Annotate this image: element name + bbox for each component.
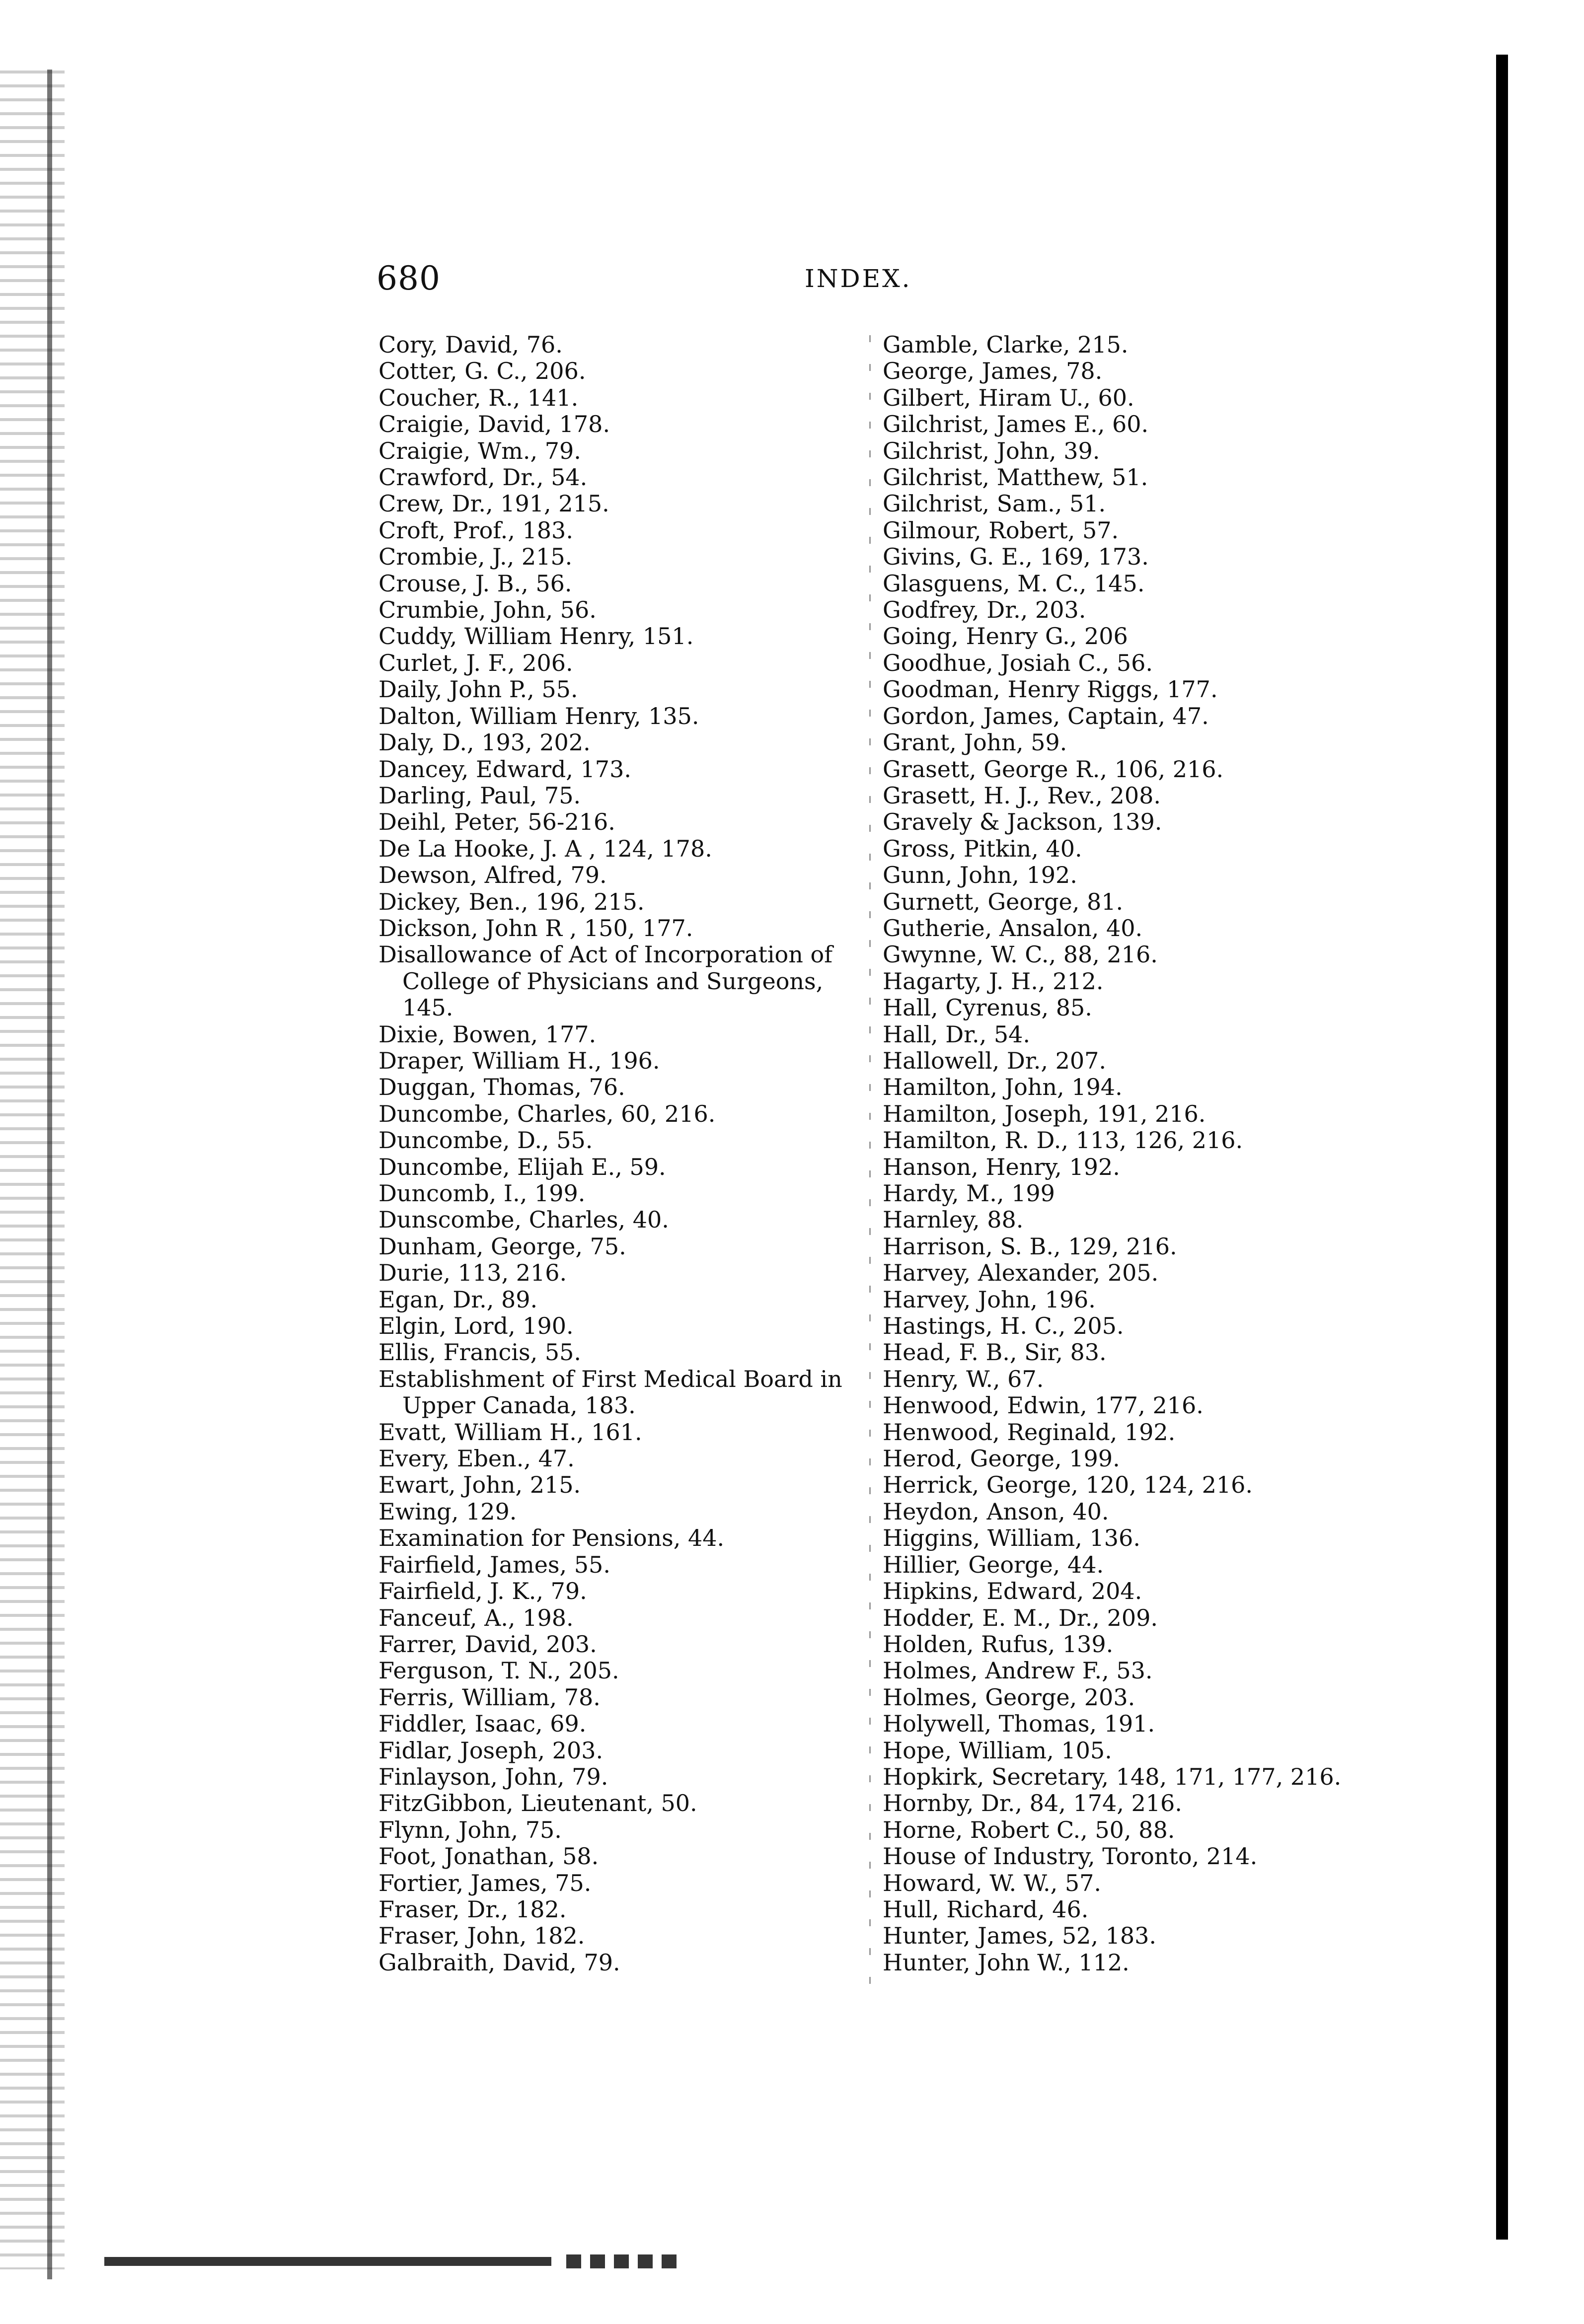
- index-entry: Croft, Prof., 183.: [378, 516, 573, 544]
- index-entry: Hastings, H. C., 205.: [883, 1312, 1124, 1340]
- index-entry: Goodhue, Josiah C., 56.: [883, 649, 1153, 676]
- index-entry: Gilchrist, James E., 60.: [883, 411, 1149, 438]
- index-entry: Fraser, Dr., 182.: [378, 1895, 567, 1923]
- index-entry: Fraser, John, 182.: [378, 1922, 585, 1950]
- index-entry: Ewing, 129.: [378, 1498, 517, 1525]
- scan-edge-bottom-marks: [566, 2254, 680, 2268]
- index-entry: Hillier, George, 44.: [883, 1551, 1104, 1578]
- index-entry: Hunter, James, 52, 183.: [883, 1922, 1157, 1950]
- index-entry: Gutherie, Ansalon, 40.: [883, 914, 1143, 942]
- index-entry: Evatt, William H., 161.: [378, 1418, 642, 1446]
- index-entry: Duncomb, I., 199.: [378, 1180, 586, 1207]
- index-column-right: [883, 332, 1429, 1976]
- index-entry: Horne, Robert C., 50, 88.: [883, 1816, 1175, 1843]
- index-entry: Hopkirk, Secretary, 148, 171, 177, 216.: [883, 1763, 1342, 1790]
- index-entry: Hamilton, John, 194.: [883, 1074, 1123, 1101]
- index-entry: Hope, William, 105.: [883, 1737, 1112, 1764]
- index-entry: Ferguson, T. N., 205.: [378, 1657, 619, 1684]
- index-entry: Goodman, Henry Riggs, 177.: [883, 676, 1218, 703]
- index-entry: Duncombe, Charles, 60, 216.: [378, 1100, 716, 1127]
- index-entry: Craigie, David, 178.: [378, 411, 610, 438]
- index-entry: Crouse, J. B., 56.: [378, 570, 572, 597]
- index-entry: Fiddler, Isaac, 69.: [378, 1710, 587, 1738]
- index-entry: Foot, Jonathan, 58.: [378, 1843, 599, 1870]
- index-entry: George, James, 78.: [883, 358, 1103, 385]
- index-entry: Holywell, Thomas, 191.: [883, 1710, 1155, 1738]
- index-entry: Gilbert, Hiram U., 60.: [883, 384, 1134, 411]
- index-entry: Cuddy, William Henry, 151.: [378, 623, 694, 650]
- index-entry: Heydon, Anson, 40.: [883, 1498, 1109, 1525]
- index-entry: Deihl, Peter, 56-216.: [378, 808, 615, 836]
- index-entry: Curlet, J. F., 206.: [378, 649, 573, 676]
- index-entry: Godfrey, Dr., 203.: [883, 596, 1086, 624]
- index-entry: Gordon, James, Captain, 47.: [883, 702, 1209, 729]
- index-entry: Glasguens, M. C., 145.: [883, 570, 1145, 597]
- index-entry: Dalton, William Henry, 135.: [378, 702, 699, 729]
- index-entry: Crombie, J., 215.: [378, 543, 573, 571]
- index-entry: Fairfield, James, 55.: [378, 1551, 610, 1578]
- index-entry: Ferris, William, 78.: [378, 1683, 601, 1711]
- index-entry: Dickey, Ben., 196, 215.: [378, 888, 645, 915]
- index-entry: Cory, David, 76.: [378, 331, 563, 358]
- index-entry: Holmes, Andrew F., 53.: [883, 1657, 1153, 1684]
- index-entry: Head, F. B., Sir, 83.: [883, 1339, 1107, 1366]
- index-entry: Howard, W. W., 57.: [883, 1869, 1102, 1896]
- index-entry: Elgin, Lord, 190.: [378, 1312, 574, 1340]
- index-entry: Fortier, James, 75.: [378, 1869, 592, 1896]
- index-entry: Hodder, E. M., Dr., 209.: [883, 1604, 1158, 1631]
- index-entry: Holden, Rufus, 139.: [883, 1630, 1114, 1658]
- index-entry: Ewart, John, 215.: [378, 1471, 581, 1499]
- index-entry: Durie, 113, 216.: [378, 1259, 567, 1287]
- index-entry: Duggan, Thomas, 76.: [378, 1074, 625, 1101]
- index-entry: FitzGibbon, Lieutenant, 50.: [378, 1790, 697, 1817]
- index-entry: Crew, Dr., 191, 215.: [378, 490, 609, 517]
- index-entry: Daly, D., 193, 202.: [378, 729, 591, 756]
- index-entry: Grant, John, 59.: [883, 729, 1067, 756]
- index-entry: Hardy, M., 199: [883, 1180, 1055, 1207]
- index-entry: Herod, George, 199.: [883, 1445, 1120, 1472]
- scan-edge-left: [0, 60, 65, 2269]
- index-entry: Hunter, John W., 112.: [883, 1949, 1130, 1976]
- index-entry: Higgins, William, 136.: [883, 1525, 1140, 1552]
- index-entry: Gravely & Jackson, 139.: [883, 808, 1162, 836]
- index-entry: Holmes, George, 203.: [883, 1683, 1135, 1711]
- scan-edge-left-line: [47, 70, 52, 2279]
- index-entry: Henwood, Edwin, 177, 216.: [883, 1392, 1204, 1419]
- column-divider: [869, 335, 871, 1989]
- index-entry: Hull, Richard, 46.: [883, 1895, 1089, 1923]
- index-entry: Fairfield, J. K., 79.: [378, 1578, 587, 1605]
- index-entry: Draper, William H., 196.: [378, 1047, 660, 1074]
- index-entry: Gwynne, W. C., 88, 216.: [883, 941, 1158, 968]
- index-entry: Herrick, George, 120, 124, 216.: [883, 1471, 1253, 1499]
- index-entry: Dickson, John R , 150, 177.: [378, 914, 693, 942]
- index-entry: Egan, Dr., 89.: [378, 1286, 538, 1313]
- index-entry: Gunn, John, 192.: [883, 862, 1077, 889]
- index-entry: Gilmour, Robert, 57.: [883, 516, 1119, 544]
- index-entry: House of Industry, Toronto, 214.: [883, 1843, 1258, 1870]
- index-entry: Henry, W., 67.: [883, 1365, 1044, 1392]
- index-entry: Crawford, Dr., 54.: [378, 464, 588, 491]
- index-entry: Harnley, 88.: [883, 1206, 1024, 1234]
- index-entry: Establishment of First Medical Board in Upper Canada, 183.: [378, 1365, 842, 1419]
- index-entry: Dixie, Bowen, 177.: [378, 1020, 597, 1048]
- index-entry: Fanceuf, A., 198.: [378, 1604, 574, 1631]
- index-entry: Dunscombe, Charles, 40.: [378, 1206, 669, 1234]
- index-entry: Farrer, David, 203.: [378, 1630, 597, 1658]
- index-entry: Hall, Dr., 54.: [883, 1020, 1031, 1048]
- index-entry: Hallowell, Dr., 207.: [883, 1047, 1107, 1074]
- index-entry: Flynn, John, 75.: [378, 1816, 562, 1843]
- index-entry: Hagarty, J. H., 212.: [883, 967, 1104, 995]
- index-entry: Givins, G. E., 169, 173.: [883, 543, 1149, 571]
- index-entry: De La Hooke, J. A , 124, 178.: [378, 835, 712, 862]
- index-entry: Darling, Paul, 75.: [378, 782, 581, 809]
- index-entry: Dancey, Edward, 173.: [378, 755, 631, 783]
- scan-edge-right: [1496, 55, 1508, 2240]
- index-entry: Gilchrist, John, 39.: [883, 437, 1100, 464]
- index-entry: Gamble, Clarke, 215.: [883, 331, 1129, 358]
- index-entry: Gilchrist, Sam., 51.: [883, 490, 1106, 517]
- index-entry: Every, Eben., 47.: [378, 1445, 575, 1472]
- index-entry: Dewson, Alfred, 79.: [378, 862, 607, 889]
- index-entry: Gilchrist, Matthew, 51.: [883, 464, 1148, 491]
- index-entry: Hamilton, R. D., 113, 126, 216.: [883, 1127, 1243, 1154]
- index-entry: Galbraith, David, 79.: [378, 1949, 620, 1976]
- index-entry: Finlayson, John, 79.: [378, 1763, 608, 1790]
- index-entry: Harrison, S. B., 129, 216.: [883, 1233, 1177, 1260]
- index-entry: Fidlar, Joseph, 203.: [378, 1737, 603, 1764]
- index-entry: Craigie, Wm., 79.: [378, 437, 581, 464]
- index-entry: Coucher, R., 141.: [378, 384, 579, 411]
- index-entry: Hornby, Dr., 84, 174, 216.: [883, 1790, 1182, 1817]
- index-entry: Daily, John P., 55.: [378, 676, 578, 703]
- index-entry: Hipkins, Edward, 204.: [883, 1578, 1142, 1605]
- index-entry: Gurnett, George, 81.: [883, 888, 1124, 915]
- index-entry: Henwood, Reginald, 192.: [883, 1418, 1176, 1446]
- index-entry: Going, Henry G., 206: [883, 623, 1128, 650]
- index-entry: Examination for Pensions, 44.: [378, 1525, 725, 1552]
- index-entry: Hall, Cyrenus, 85.: [883, 994, 1092, 1021]
- index-entry: Hamilton, Joseph, 191, 216.: [883, 1100, 1206, 1127]
- running-head: INDEX.: [805, 264, 912, 293]
- index-entry: Harvey, John, 196.: [883, 1286, 1096, 1313]
- index-entry: Dunham, George, 75.: [378, 1233, 626, 1260]
- index-entry: Cotter, G. C., 206.: [378, 358, 586, 385]
- scan-edge-bottom: [104, 2257, 551, 2266]
- index-entry: Disallowance of Act of Incorporation of College of Physicians and Surgeons, 145.: [378, 941, 833, 1021]
- index-entry: Ellis, Francis, 55.: [378, 1339, 582, 1366]
- index-entry: Hanson, Henry, 192.: [883, 1153, 1120, 1180]
- index-entry: Grasett, George R., 106, 216.: [883, 755, 1224, 783]
- index-entry: Grasett, H. J., Rev., 208.: [883, 782, 1161, 809]
- index-entry: Crumbie, John, 56.: [378, 596, 597, 624]
- page-number: 680: [377, 259, 441, 297]
- index-entry: Harvey, Alexander, 205.: [883, 1259, 1159, 1287]
- index-entry: Gross, Pitkin, 40.: [883, 835, 1082, 862]
- index-entry: Duncombe, D., 55.: [378, 1127, 593, 1154]
- index-entry: Duncombe, Elijah E., 59.: [378, 1153, 666, 1180]
- index-column-left: [378, 332, 870, 1976]
